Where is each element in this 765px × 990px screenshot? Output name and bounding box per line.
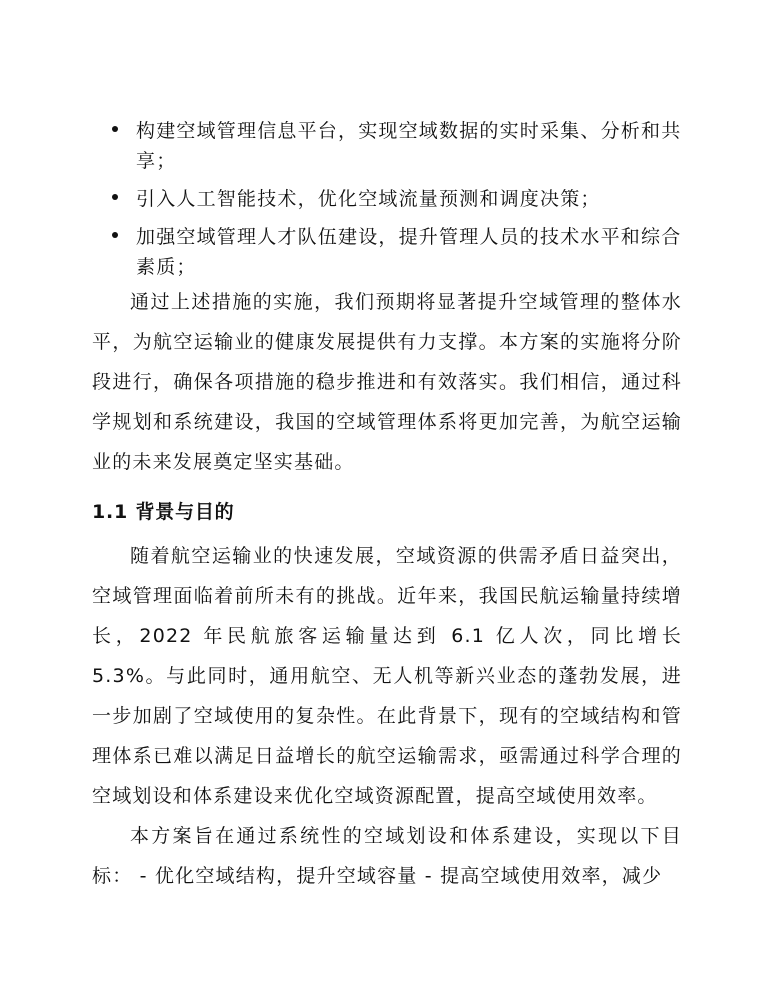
background-paragraph: 随着航空运输业的快速发展，空域资源的供需矛盾日益突出，空域管理面临着前所未有的挑战。近年来，我国民航运输量持续增长，2022 年民航旅客运输量达到 6.1 亿人次，同比增长 5.3%。与此同时，通用航空、无人机等新兴业态的蓬勃发展，进一步加剧了空域使用的复杂性。在此背景下，现有的空域结构和管理体系已难以满足日益增长的航空运输需求，亟需通过科学合理的空域划设和体系建设来优化空域资源配置，提高空域使用效率。 bbox=[92, 545, 682, 807]
section-number: 1.1 bbox=[92, 501, 129, 523]
bullet-text: 加强空域管理人才队伍建设，提升管理人员的技术水平和综合素质； bbox=[136, 226, 682, 278]
bullet-item bbox=[92, 116, 682, 176]
bullet-item bbox=[92, 184, 682, 214]
bullet-dot-icon bbox=[112, 126, 118, 132]
bullet-item bbox=[92, 222, 682, 282]
summary-paragraph: 通过上述措施的实施，我们预期将显著提升空域管理的整体水平，为航空运输业的健康发展提供有力支撑。本方案的实施将分阶段进行，确保各项措施的稳步推进和有效落实。我们相信，通过科学规划和系统建设，我国的空域管理体系将更加完善，为航空运输业的未来发展奠定坚实基础。 bbox=[92, 291, 682, 473]
objectives-paragraph: 本方案旨在通过系统性的空域划设和体系建设，实现以下目标： - 优化空域结构，提升空域容量 - 提高空域使用效率，减少 bbox=[92, 825, 682, 887]
section-heading bbox=[92, 498, 235, 526]
bullet-text: 引入人工智能技术，优化空域流量预测和调度决策； bbox=[136, 188, 601, 210]
bullet-text: 构建空域管理信息平台，实现空域数据的实时采集、分析和共享； bbox=[136, 120, 682, 172]
bullet-dot-icon bbox=[112, 194, 118, 200]
measures-bullet-list bbox=[92, 116, 682, 290]
section-title: 背景与目的 bbox=[135, 501, 235, 523]
bullet-dot-icon bbox=[112, 232, 118, 238]
